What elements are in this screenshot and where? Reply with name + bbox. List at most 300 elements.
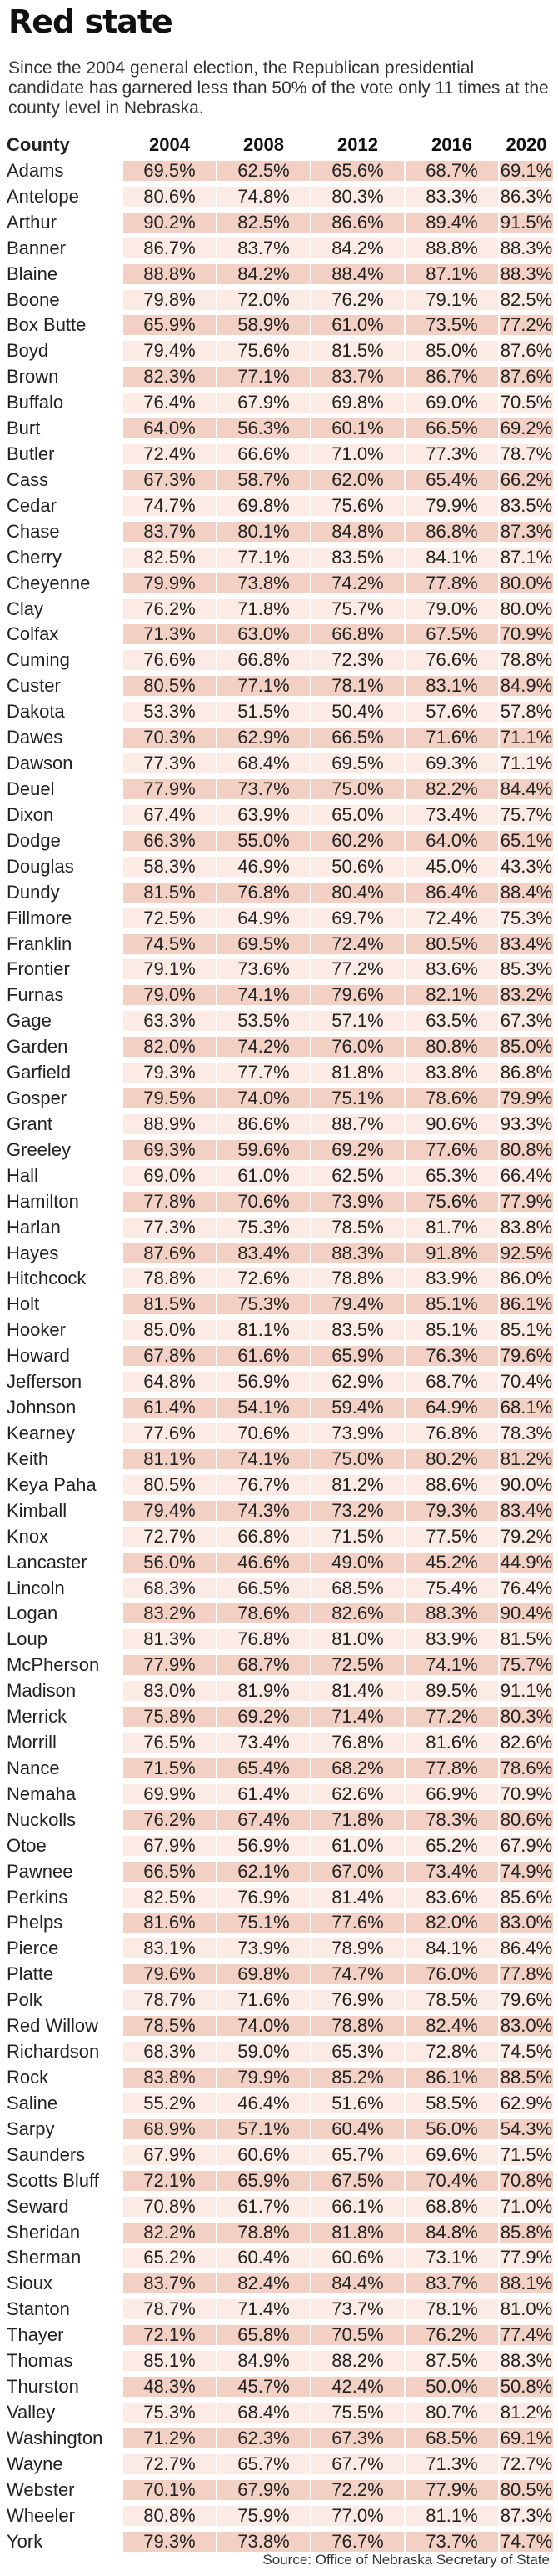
vote-share-cell: 88.2% — [311, 2351, 404, 2371]
county-name: Colfax — [7, 624, 59, 645]
vote-share-cell: 80.3% — [500, 1706, 553, 1728]
table-row — [7, 418, 553, 438]
table-row — [7, 315, 553, 335]
county-name: Butler — [7, 444, 55, 465]
county-name: Valley — [7, 2402, 56, 2423]
vote-share-cell: 76.0% — [406, 1964, 498, 1984]
vote-share-cell: 59.6% — [217, 1140, 310, 1160]
table-row — [7, 624, 553, 644]
vote-share-cell: 72.6% — [217, 1268, 310, 1288]
vote-share-cell: 76.3% — [406, 1346, 498, 1366]
county-name: Dixon — [7, 804, 54, 825]
county-name: Antelope — [7, 186, 79, 207]
vote-share-cell: 80.3% — [311, 187, 404, 207]
table-row — [7, 1578, 553, 1598]
vote-share-cell: 62.5% — [217, 161, 310, 181]
vote-share-cell: 46.6% — [217, 1553, 310, 1573]
county-name: Wheeler — [7, 2505, 75, 2526]
table-row — [7, 213, 553, 233]
vote-share-cell: 88.4% — [500, 881, 553, 903]
vote-share-cell: 75.1% — [311, 1088, 404, 1108]
vote-share-cell: 55.2% — [123, 2093, 216, 2113]
county-name: Nance — [7, 1758, 60, 1778]
county-name: Dawes — [7, 728, 63, 748]
county-name: McPherson — [7, 1655, 100, 1676]
vote-share-cell: 74.5% — [500, 2041, 553, 2063]
vote-share-cell: 65.1% — [500, 829, 553, 851]
county-name: Cherry — [7, 547, 62, 568]
vote-share-cell: 90.2% — [123, 213, 216, 233]
county-name: Douglas — [7, 856, 74, 877]
vote-share-cell: 74.1% — [406, 1655, 498, 1675]
vote-share-cell: 75.1% — [217, 1913, 310, 1933]
vote-share-cell: 56.0% — [406, 2119, 498, 2139]
vote-share-cell: 81.5% — [311, 341, 404, 361]
vote-share-cell: 81.4% — [311, 1681, 404, 1701]
vote-share-cell: 91.8% — [406, 1243, 498, 1263]
county-name: Franklin — [7, 933, 72, 954]
county-name: Hamilton — [7, 1191, 79, 1212]
county-name: Morrill — [7, 1733, 57, 1753]
vote-share-cell: 81.8% — [311, 1063, 404, 1083]
vote-share-cell: 73.7% — [311, 2299, 404, 2319]
vote-share-cell: 67.3% — [500, 1010, 553, 1032]
vote-share-cell: 82.0% — [123, 1037, 216, 1057]
county-name: Cuming — [7, 650, 70, 671]
vote-share-cell: 89.4% — [406, 213, 498, 233]
vote-share-cell: 77.7% — [217, 1063, 310, 1083]
vote-share-cell: 73.5% — [406, 315, 498, 335]
county-name: Burt — [7, 418, 41, 439]
vote-share-cell: 83.8% — [123, 2068, 216, 2088]
table-row — [7, 470, 553, 490]
source-note: Source: Office of Nebraska Secretary of State — [262, 2552, 550, 2568]
vote-share-cell: 73.2% — [311, 1501, 404, 1521]
table-row — [7, 1166, 553, 1186]
county-name: Frontier — [7, 959, 70, 980]
vote-share-cell: 82.2% — [406, 779, 498, 799]
vote-share-cell: 76.8% — [217, 883, 310, 903]
vote-share-cell: 79.4% — [123, 1501, 216, 1521]
vote-share-cell: 79.6% — [123, 1964, 216, 1984]
table-row — [7, 1063, 553, 1083]
vote-share-cell: 70.4% — [500, 1371, 553, 1393]
vote-share-cell: 72.5% — [123, 908, 216, 928]
table-row — [7, 548, 553, 568]
table-row — [7, 1218, 553, 1238]
vote-share-cell: 61.4% — [123, 1398, 216, 1418]
vote-share-cell: 81.3% — [123, 1629, 216, 1649]
vote-share-cell: 79.2% — [500, 1525, 553, 1547]
vote-share-cell: 78.3% — [500, 1423, 553, 1443]
table-row — [7, 753, 553, 773]
vote-share-cell: 77.9% — [500, 1190, 553, 1212]
table-row — [7, 1346, 553, 1366]
county-name: Kearney — [7, 1423, 75, 1443]
vote-share-cell: 80.5% — [406, 934, 498, 954]
vote-share-cell: 67.9% — [123, 2145, 216, 2165]
vote-share-cell: 86.3% — [500, 185, 553, 207]
table-row — [7, 1629, 553, 1649]
table-row — [7, 1888, 553, 1908]
vote-share-cell: 84.9% — [500, 675, 553, 697]
vote-share-cell: 72.0% — [217, 290, 310, 310]
vote-share-cell: 76.8% — [217, 1629, 310, 1649]
vote-share-cell: 70.6% — [217, 1192, 310, 1212]
vote-share-cell: 78.7% — [123, 2299, 216, 2319]
vote-share-cell: 79.3% — [123, 2532, 216, 2552]
vote-share-cell: 75.3% — [217, 1294, 310, 1314]
vote-share-cell: 78.8% — [123, 1268, 216, 1288]
vote-share-cell: 71.3% — [406, 2454, 498, 2474]
vote-share-cell: 81.2% — [311, 1475, 404, 1495]
vote-share-cell: 45.7% — [217, 2377, 310, 2397]
vote-share-cell: 60.4% — [217, 2248, 310, 2268]
vote-share-cell: 76.2% — [406, 2325, 498, 2345]
vote-share-cell: 45.0% — [406, 857, 498, 877]
vote-share-cell: 85.8% — [500, 2221, 553, 2243]
vote-share-cell: 65.9% — [217, 2171, 310, 2191]
county-name: Saline — [7, 2093, 58, 2113]
county-name: Deuel — [7, 779, 55, 799]
vote-share-cell: 84.1% — [406, 548, 498, 568]
vote-share-cell: 51.5% — [217, 702, 310, 722]
vote-share-cell: 71.4% — [311, 1707, 404, 1727]
vote-share-cell: 72.4% — [311, 934, 404, 954]
vote-share-cell: 83.4% — [500, 1499, 553, 1521]
column-header-2008: 2008 — [243, 134, 284, 155]
county-name: Dundy — [7, 882, 60, 903]
table-row — [7, 2016, 553, 2036]
vote-share-cell: 50.8% — [500, 2376, 553, 2398]
county-name: Sheridan — [7, 2222, 81, 2243]
vote-share-cell: 82.0% — [406, 1913, 498, 1933]
vote-share-cell: 56.9% — [217, 1836, 310, 1856]
vote-share-cell: 71.8% — [217, 599, 310, 619]
vote-share-cell: 70.5% — [311, 2325, 404, 2345]
county-name: Webster — [7, 2479, 75, 2500]
table-row — [7, 1398, 553, 1418]
vote-share-cell: 71.0% — [311, 444, 404, 464]
county-name: Scotts Bluff — [7, 2170, 99, 2191]
county-name: Greeley — [7, 1139, 72, 1160]
vote-share-cell: 68.7% — [406, 161, 498, 181]
table-row — [7, 1475, 553, 1495]
table-row — [7, 1294, 553, 1314]
vote-share-cell: 86.4% — [406, 883, 498, 903]
vote-share-cell: 80.8% — [123, 2506, 216, 2526]
table-row — [7, 2171, 553, 2191]
vote-share-cell: 54.1% — [217, 1398, 310, 1418]
vote-share-cell: 88.3% — [500, 237, 553, 258]
vote-share-cell: 75.0% — [311, 1449, 404, 1469]
vote-share-cell: 70.1% — [123, 2480, 216, 2500]
table-row — [7, 2197, 553, 2217]
table-row — [7, 1990, 553, 2010]
county-name: Phelps — [7, 1913, 63, 1933]
table-row — [7, 444, 553, 464]
vote-share-cell: 78.3% — [406, 1810, 498, 1830]
vote-share-cell: 83.5% — [500, 494, 553, 516]
county-name: Chase — [7, 521, 60, 542]
table-row — [7, 2093, 553, 2113]
vote-share-cell: 83.7% — [123, 2273, 216, 2293]
vote-share-cell: 74.1% — [217, 985, 310, 1005]
vote-share-cell: 91.1% — [500, 1680, 553, 1702]
county-name: Platte — [7, 1964, 54, 1985]
vote-share-cell: 75.3% — [500, 907, 553, 928]
vote-share-cell: 84.8% — [406, 2223, 498, 2243]
county-name: Johnson — [7, 1398, 77, 1418]
vote-share-cell: 76.8% — [311, 1733, 404, 1753]
column-header-2012: 2012 — [337, 134, 378, 155]
county-name: Kimball — [7, 1500, 67, 1521]
vote-share-cell: 79.9% — [123, 573, 216, 593]
vote-share-cell: 83.7% — [311, 367, 404, 387]
vote-share-cell: 84.4% — [500, 778, 553, 799]
vote-share-cell: 69.1% — [500, 2427, 553, 2448]
vote-share-cell: 82.4% — [217, 2273, 310, 2293]
vote-share-cell: 74.2% — [217, 1037, 310, 1057]
vote-share-cell: 67.3% — [123, 470, 216, 490]
vote-share-cell: 67.9% — [217, 2480, 310, 2500]
vote-share-cell: 65.7% — [217, 2454, 310, 2474]
table-row — [7, 1681, 553, 1701]
vote-share-cell: 74.1% — [217, 1449, 310, 1469]
vote-share-cell: 68.3% — [123, 1578, 216, 1598]
vote-share-cell: 66.8% — [217, 1527, 310, 1547]
vote-share-cell: 79.6% — [500, 1345, 553, 1367]
table-row — [7, 1553, 553, 1573]
vote-share-cell: 69.0% — [123, 1166, 216, 1186]
table-row — [7, 2299, 553, 2319]
table-row — [7, 599, 553, 619]
vote-share-cell: 71.3% — [123, 624, 216, 644]
table-row — [7, 1810, 553, 1830]
vote-share-cell: 79.5% — [123, 1088, 216, 1108]
vote-share-cell: 57.8% — [500, 701, 553, 723]
vote-share-cell: 86.1% — [406, 2068, 498, 2088]
vote-share-cell: 61.0% — [311, 315, 404, 335]
vote-share-cell: 79.4% — [123, 341, 216, 361]
county-name: Gosper — [7, 1088, 67, 1109]
vote-share-cell: 82.6% — [500, 1732, 553, 1753]
vote-share-cell: 66.4% — [500, 1164, 553, 1186]
vote-share-cell: 77.6% — [406, 1140, 498, 1160]
vote-share-cell: 63.5% — [406, 1011, 498, 1031]
county-name: Pierce — [7, 1938, 59, 1959]
table-row — [7, 1758, 553, 1778]
table-row — [7, 2119, 553, 2139]
county-name: Blaine — [7, 263, 58, 284]
vote-share-cell: 74.7% — [500, 2530, 553, 2552]
vote-share-cell: 92.5% — [500, 1242, 553, 1263]
table-row — [7, 496, 553, 516]
vote-share-cell: 74.9% — [500, 1860, 553, 1882]
table-row — [7, 393, 553, 413]
table-row — [7, 2454, 553, 2474]
vote-share-cell: 83.0% — [500, 2015, 553, 2037]
vote-share-cell: 63.0% — [217, 624, 310, 644]
vote-share-cell: 88.1% — [500, 2273, 553, 2294]
vote-share-cell: 60.1% — [311, 418, 404, 438]
county-name: Seward — [7, 2196, 69, 2217]
vote-share-cell: 80.7% — [406, 2403, 498, 2423]
county-name: Cedar — [7, 495, 57, 516]
vote-share-cell: 86.6% — [311, 213, 404, 233]
vote-share-cell: 83.9% — [406, 1629, 498, 1649]
table-row — [7, 2480, 553, 2500]
vote-share-cell: 43.3% — [500, 855, 553, 877]
vote-share-cell: 67.9% — [123, 1836, 216, 1856]
vote-share-cell: 67.5% — [311, 2171, 404, 2191]
county-name: Lancaster — [7, 1552, 87, 1573]
vote-share-cell: 80.0% — [500, 598, 553, 619]
vote-share-cell: 76.4% — [500, 1577, 553, 1598]
table-row — [7, 1037, 553, 1057]
vote-share-cell: 81.0% — [500, 2298, 553, 2320]
vote-share-cell: 64.8% — [123, 1372, 216, 1392]
vote-share-cell: 82.5% — [217, 213, 310, 233]
vote-share-cell: 50.6% — [311, 857, 404, 877]
vote-share-cell: 71.6% — [217, 1990, 310, 2010]
table-row — [7, 161, 553, 181]
vote-share-cell: 77.9% — [123, 1655, 216, 1675]
vote-share-cell: 67.3% — [311, 2428, 404, 2448]
vote-share-cell: 79.1% — [406, 290, 498, 310]
county-name: Otoe — [7, 1835, 47, 1856]
table-row — [7, 1320, 553, 1340]
vote-share-cell: 81.2% — [500, 1448, 553, 1469]
vote-share-cell: 66.3% — [123, 831, 216, 851]
table-row — [7, 238, 553, 258]
vote-share-cell: 64.0% — [123, 418, 216, 438]
vote-share-cell: 75.3% — [217, 1218, 310, 1238]
vote-share-cell: 67.0% — [311, 1862, 404, 1882]
vote-share-cell: 74.7% — [123, 496, 216, 516]
vote-share-cell: 58.3% — [123, 857, 216, 877]
table-row — [7, 2068, 553, 2088]
county-name: Cheyenne — [7, 573, 91, 593]
vote-share-cell: 76.2% — [311, 290, 404, 310]
table-row — [7, 2273, 553, 2293]
table-row — [7, 1243, 553, 1263]
county-name: Hayes — [7, 1243, 59, 1263]
table-row — [7, 290, 553, 310]
vote-share-cell: 65.8% — [217, 2325, 310, 2345]
vote-share-cell: 71.1% — [500, 753, 553, 774]
vote-share-cell: 81.1% — [123, 1449, 216, 1469]
vote-share-cell: 50.0% — [406, 2377, 498, 2397]
vote-share-cell: 83.4% — [217, 1243, 310, 1263]
table-row — [7, 2351, 553, 2371]
vote-share-cell: 75.9% — [217, 2506, 310, 2526]
vote-share-cell: 64.9% — [217, 908, 310, 928]
county-name: Adams — [7, 160, 64, 181]
vote-share-cell: 88.6% — [406, 1475, 498, 1495]
vote-share-cell: 72.8% — [406, 2042, 498, 2062]
county-name: Box Butte — [7, 315, 87, 336]
table-row — [7, 676, 553, 696]
vote-share-cell: 68.4% — [217, 753, 310, 773]
vote-share-cell: 60.2% — [311, 831, 404, 851]
vote-share-cell: 62.9% — [500, 2092, 553, 2113]
vote-share-cell: 58.5% — [406, 2093, 498, 2113]
vote-share-cell: 79.0% — [406, 599, 498, 619]
vote-share-cell: 79.6% — [311, 985, 404, 1005]
vote-share-cell: 77.5% — [406, 1527, 498, 1547]
table-row — [7, 857, 553, 877]
vote-share-cell: 71.1% — [500, 727, 553, 748]
vote-share-cell: 68.5% — [311, 1578, 404, 1598]
vote-share-cell: 81.5% — [123, 883, 216, 903]
vote-share-cell: 70.6% — [217, 1423, 310, 1443]
table-row — [7, 934, 553, 954]
vote-share-cell: 68.5% — [406, 2428, 498, 2448]
vote-share-cell: 81.1% — [217, 1320, 310, 1340]
vote-share-cell: 72.7% — [500, 2453, 553, 2474]
vote-share-cell: 73.1% — [406, 2248, 498, 2268]
vote-share-cell: 82.3% — [123, 367, 216, 387]
vote-share-cell: 67.5% — [406, 624, 498, 644]
vote-share-cell: 90.0% — [500, 1473, 553, 1495]
vote-share-cell: 77.2% — [311, 959, 404, 979]
table-row — [7, 367, 553, 387]
vote-share-cell: 62.0% — [311, 470, 404, 490]
vote-share-cell: 45.2% — [406, 1553, 498, 1573]
county-name: Sioux — [7, 2273, 53, 2294]
table-row — [7, 805, 553, 825]
vote-share-cell: 74.0% — [217, 2016, 310, 2036]
vote-share-cell: 78.6% — [406, 1088, 498, 1108]
vote-share-cell: 66.6% — [217, 444, 310, 464]
vote-share-cell: 85.1% — [123, 2351, 216, 2371]
vote-share-cell: 85.0% — [123, 1320, 216, 1340]
county-name: Merrick — [7, 1707, 67, 1728]
county-name: Thayer — [7, 2325, 64, 2346]
table-row — [7, 985, 553, 1005]
vote-share-cell: 82.2% — [123, 2223, 216, 2243]
county-name: Lincoln — [7, 1578, 65, 1598]
vote-share-cell: 80.1% — [217, 522, 310, 542]
table-row — [7, 1114, 553, 1134]
vote-share-cell: 77.3% — [123, 1218, 216, 1238]
vote-share-cell: 71.8% — [311, 1810, 404, 1830]
vote-share-cell: 81.0% — [311, 1629, 404, 1649]
county-name: Buffalo — [7, 393, 64, 413]
vote-share-cell: 72.7% — [123, 1527, 216, 1547]
vote-share-cell: 70.3% — [123, 728, 216, 748]
table-row — [7, 2223, 553, 2243]
vote-share-cell: 88.7% — [311, 1114, 404, 1134]
county-name: Knox — [7, 1526, 49, 1547]
table-row — [7, 908, 553, 928]
vote-share-cell: 68.4% — [217, 2403, 310, 2423]
county-name: Wayne — [7, 2453, 63, 2474]
vote-share-cell: 85.1% — [406, 1320, 498, 1340]
vote-share-cell: 61.6% — [217, 1346, 310, 1366]
vote-share-cell: 68.3% — [123, 2042, 216, 2062]
vote-share-cell: 54.3% — [500, 2118, 553, 2139]
vote-share-cell: 86.7% — [123, 238, 216, 258]
vote-share-cell: 81.7% — [406, 1218, 498, 1238]
vote-share-cell: 82.4% — [406, 2016, 498, 2036]
vote-share-cell: 68.9% — [123, 2119, 216, 2139]
vote-share-cell: 88.8% — [406, 238, 498, 258]
vote-share-cell: 77.9% — [123, 779, 216, 799]
table-row — [7, 1011, 553, 1031]
vote-share-cell: 77.8% — [500, 1963, 553, 1985]
